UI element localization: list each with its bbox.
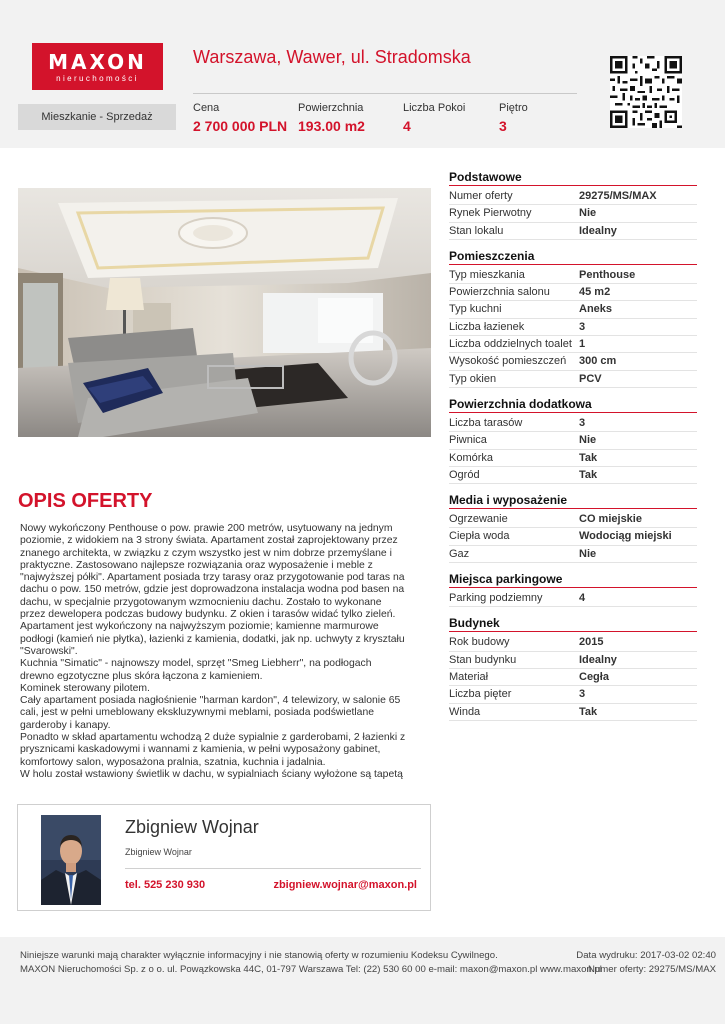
section-divider bbox=[449, 631, 697, 632]
detail-key: Liczba pięter bbox=[449, 688, 512, 701]
detail-key: Powierzchnia salonu bbox=[449, 286, 550, 299]
detail-row bbox=[449, 353, 697, 370]
detail-value: Tak bbox=[579, 468, 598, 481]
detail-key: Winda bbox=[449, 705, 481, 718]
description-line: "najwyższej półki". Apartament posiada trzy tarasy oraz przygotowanie pod taras na bbox=[20, 572, 405, 584]
stat-area bbox=[298, 100, 365, 136]
agent-divider bbox=[125, 868, 421, 869]
agent-phone-link[interactable]: tel. 525 230 930 bbox=[125, 879, 206, 891]
section-divider bbox=[449, 508, 697, 509]
detail-key: Komórka bbox=[449, 451, 494, 464]
stat-value: 4 bbox=[403, 118, 411, 134]
section-gap bbox=[449, 563, 697, 572]
detail-value: Nie bbox=[579, 547, 597, 560]
description-line: poziomie, z widokiem na 3 strony świata. Apartament został zaprojektowany przez bbox=[20, 535, 398, 547]
detail-key: Typ kuchni bbox=[449, 303, 502, 316]
property-address: Warszawa, Wawer, ul. Stradomska bbox=[193, 47, 471, 67]
header-divider bbox=[193, 93, 577, 94]
stat-label: Cena bbox=[193, 102, 220, 114]
detail-row bbox=[449, 267, 697, 284]
detail-value: Idealny bbox=[579, 653, 617, 666]
detail-key: Materiał bbox=[449, 670, 489, 683]
footer-meta bbox=[576, 949, 716, 977]
detail-row bbox=[449, 284, 697, 301]
footer-offer-number: Numer oferty: 29275/MS/MAX bbox=[588, 964, 716, 975]
detail-value: Wodociąg miejski bbox=[579, 530, 672, 543]
section-title: Pomieszczenia bbox=[449, 248, 535, 263]
section-divider bbox=[449, 264, 697, 265]
description-line: Kominek sterowany pilotem. bbox=[20, 682, 150, 694]
detail-value: 29275/MS/MAX bbox=[579, 190, 657, 202]
stat-floor bbox=[499, 100, 528, 136]
detail-row bbox=[449, 528, 697, 545]
stat-label: Powierzchnia bbox=[298, 102, 364, 114]
description-line: Ponadto w skład apartamentu wchodzą 2 duże sypialnie z garderobami, 2 łazienki z bbox=[20, 732, 406, 744]
description-line: drewno egzotyczne plus skóra łączona z kamieniem. bbox=[20, 670, 263, 682]
detail-row bbox=[449, 450, 697, 467]
header bbox=[0, 0, 725, 148]
detail-key: Piwnica bbox=[449, 434, 487, 447]
detail-row bbox=[449, 467, 697, 484]
living-room-image bbox=[18, 188, 431, 437]
detail-key: Ogrzewanie bbox=[449, 513, 508, 526]
detail-value: 3 bbox=[579, 416, 586, 429]
detail-row bbox=[449, 371, 697, 388]
stat-value: 2 700 000 PLN bbox=[193, 118, 288, 134]
section-title: Media i wyposażenie bbox=[449, 493, 568, 508]
detail-key: Liczba łazienek bbox=[449, 320, 525, 333]
detail-value: Penthouse bbox=[579, 268, 636, 281]
detail-value: 2015 bbox=[579, 636, 604, 649]
section-gap bbox=[449, 388, 697, 397]
details-section bbox=[449, 170, 697, 240]
description-line: Apartament jest wykończony na najwyższym poziomie; kamienne marmurowe bbox=[20, 621, 379, 633]
maxon-logo[interactable] bbox=[32, 43, 163, 90]
detail-key: Liczba tarasów bbox=[449, 416, 523, 429]
detail-row bbox=[449, 415, 697, 432]
detail-value: 4 bbox=[579, 592, 586, 605]
footer-disclaimer bbox=[20, 949, 602, 977]
detail-row bbox=[449, 652, 697, 669]
property-type-badge: Mieszkanie - Sprzedaż bbox=[18, 104, 176, 130]
section-gap bbox=[449, 607, 697, 616]
detail-value: Cegła bbox=[579, 670, 609, 683]
description-line: Nowy wykończony Penthouse o pow. prawie 200 metrów, usytuowany na jednym bbox=[20, 523, 393, 534]
section-title: Podstawowe bbox=[449, 170, 522, 184]
stat-rooms bbox=[403, 100, 465, 136]
detail-key: Ogród bbox=[449, 468, 480, 481]
description-line: W holu został wstawiony świetlik w dachu, w sypialniach ściany wyłożone są tapetą bbox=[20, 768, 403, 780]
detail-row bbox=[449, 432, 697, 449]
detail-key: Rynek Pierwotny bbox=[449, 207, 532, 220]
section-title: Budynek bbox=[449, 616, 500, 631]
agent-card bbox=[17, 804, 431, 911]
detail-row bbox=[449, 205, 697, 222]
details-section bbox=[449, 572, 697, 607]
print-date: Data wydruku: 2017-03-02 02:40 bbox=[576, 950, 716, 961]
detail-value: 1 bbox=[579, 338, 586, 351]
detail-key: Stan lokalu bbox=[449, 224, 504, 237]
detail-row bbox=[449, 223, 697, 240]
detail-key: Stan budynku bbox=[449, 653, 517, 666]
detail-row bbox=[449, 336, 697, 353]
detail-row bbox=[449, 669, 697, 686]
detail-key: Parking podziemny bbox=[449, 592, 543, 605]
description-line: cali, jest w pełni umeblowany ekskluzywnymi meblami, posiada podświetlane bbox=[20, 707, 375, 719]
details-section bbox=[449, 493, 697, 563]
detail-key: Ciepła woda bbox=[449, 530, 510, 543]
detail-key: Typ okien bbox=[449, 372, 497, 385]
detail-row bbox=[449, 590, 697, 607]
logo-subtext: nieruchomości bbox=[56, 74, 139, 83]
stat-value: 193.00 m2 bbox=[298, 118, 365, 134]
detail-value: 3 bbox=[579, 320, 586, 333]
detail-value: Nie bbox=[579, 434, 597, 447]
stat-price bbox=[193, 100, 287, 136]
detail-row bbox=[449, 634, 697, 651]
description-line: znanego architekta, w związku z czym wszystko jest w nim dobrze przemyślane i bbox=[20, 547, 392, 559]
qr-code-icon[interactable] bbox=[610, 56, 682, 128]
description-line: komfortowy salon, wyposażona pralnia, szatnia, kuchnia i jadalnia. bbox=[20, 756, 326, 768]
detail-value: Aneks bbox=[579, 303, 613, 316]
detail-row bbox=[449, 511, 697, 528]
section-gap bbox=[449, 484, 697, 493]
description-text bbox=[20, 523, 432, 781]
detail-value: Idealny bbox=[579, 224, 617, 237]
section-divider bbox=[449, 185, 697, 186]
description-line: dachu o pow. 150 metrów, gdzie jest doprowadzona instalacja wodna pod basen na bbox=[20, 584, 405, 596]
detail-value: CO miejskie bbox=[579, 513, 642, 526]
footer-line-1: Niniejsze warunki mają charakter wyłącznie informacyjny i nie stanowią oferty w rozumieniu Kodeksu Cywilnego. bbox=[20, 950, 498, 961]
detail-row bbox=[449, 319, 697, 336]
description-line: garderoby i kanapy. bbox=[20, 719, 111, 731]
details-section bbox=[449, 249, 697, 388]
detail-value: 3 bbox=[579, 688, 586, 701]
footer bbox=[0, 937, 725, 1024]
agent-name: Zbigniew Wojnar bbox=[125, 817, 259, 837]
detail-value: Nie bbox=[579, 207, 597, 220]
logo-text: MAXON bbox=[48, 50, 147, 74]
description-line: podłogi (kamień nie płytka), łazienki z kamienia, dodatki, jak np. uchwyty z kryształu bbox=[20, 633, 405, 645]
detail-value: Tak bbox=[579, 451, 598, 464]
description-line: Cały apartament posiada nagłośnienie "harman kardon", 4 telewizory, w salonie 65 bbox=[20, 695, 401, 707]
agent-subtitle: Zbigniew Wojnar bbox=[125, 847, 192, 857]
detail-value: 300 cm bbox=[579, 355, 617, 368]
stat-label: Piętro bbox=[499, 102, 528, 114]
detail-key: Gaz bbox=[449, 547, 470, 560]
section-title: Miejsca parkingowe bbox=[449, 572, 563, 587]
agent-photo bbox=[41, 815, 101, 905]
detail-key: Liczba oddzielnych toalet bbox=[449, 338, 572, 351]
detail-row bbox=[449, 188, 697, 205]
detail-key: Wysokość pomieszczeń bbox=[449, 355, 567, 368]
agent-email-link[interactable]: zbigniew.wojnar@maxon.pl bbox=[273, 879, 417, 891]
property-details bbox=[449, 170, 697, 721]
detail-row bbox=[449, 301, 697, 318]
detail-row bbox=[449, 546, 697, 563]
property-photo[interactable] bbox=[18, 188, 431, 437]
detail-row bbox=[449, 686, 697, 703]
description-line: przez dewelopera podczas budowy budynku. Z okien i tarasów widać tylko zieleń. bbox=[20, 609, 396, 621]
detail-value: Tak bbox=[579, 705, 598, 718]
description-line: "Svarowski". bbox=[20, 645, 78, 657]
details-section bbox=[449, 616, 697, 720]
section-gap bbox=[449, 240, 697, 249]
detail-value: PCV bbox=[579, 372, 602, 385]
description-line: prysznicami kaskadowymi i wannami z kamienia, w pełni wyposażony gabinet, bbox=[20, 744, 381, 756]
detail-key: Typ mieszkania bbox=[449, 268, 525, 281]
description-line: dachu, w specjalnie przygotowanym wzmocnieniu dachu. Zostało to wykonane bbox=[20, 596, 382, 608]
stat-label: Liczba Pokoi bbox=[403, 102, 466, 114]
footer-line-2: MAXON Nieruchomości Sp. z o o. ul. Powązkowska 44C, 01-797 Warszawa Tel: (22) 530 60 00 e-mail: maxon@maxon.pl www.maxon.pl bbox=[20, 964, 602, 975]
detail-value: 45 m2 bbox=[579, 286, 611, 299]
detail-key: Rok budowy bbox=[449, 636, 510, 649]
description-title: OPIS OFERTY bbox=[18, 490, 153, 512]
section-title: Powierzchnia dodatkowa bbox=[449, 396, 592, 411]
details-section bbox=[449, 397, 697, 484]
description-line: Kuchnia "Simatic" - najnowszy model, sprzęt "Smeg Liebherr", na podłogach bbox=[20, 658, 372, 670]
detail-key: Numer oferty bbox=[449, 190, 513, 202]
section-divider bbox=[449, 412, 697, 413]
section-divider bbox=[449, 587, 697, 588]
description-line: praktyczne. Zastosowano najlepsze rozwiązania oraz wyposażenie i meble z bbox=[20, 559, 373, 571]
detail-row bbox=[449, 704, 697, 721]
stat-value: 3 bbox=[499, 118, 507, 134]
